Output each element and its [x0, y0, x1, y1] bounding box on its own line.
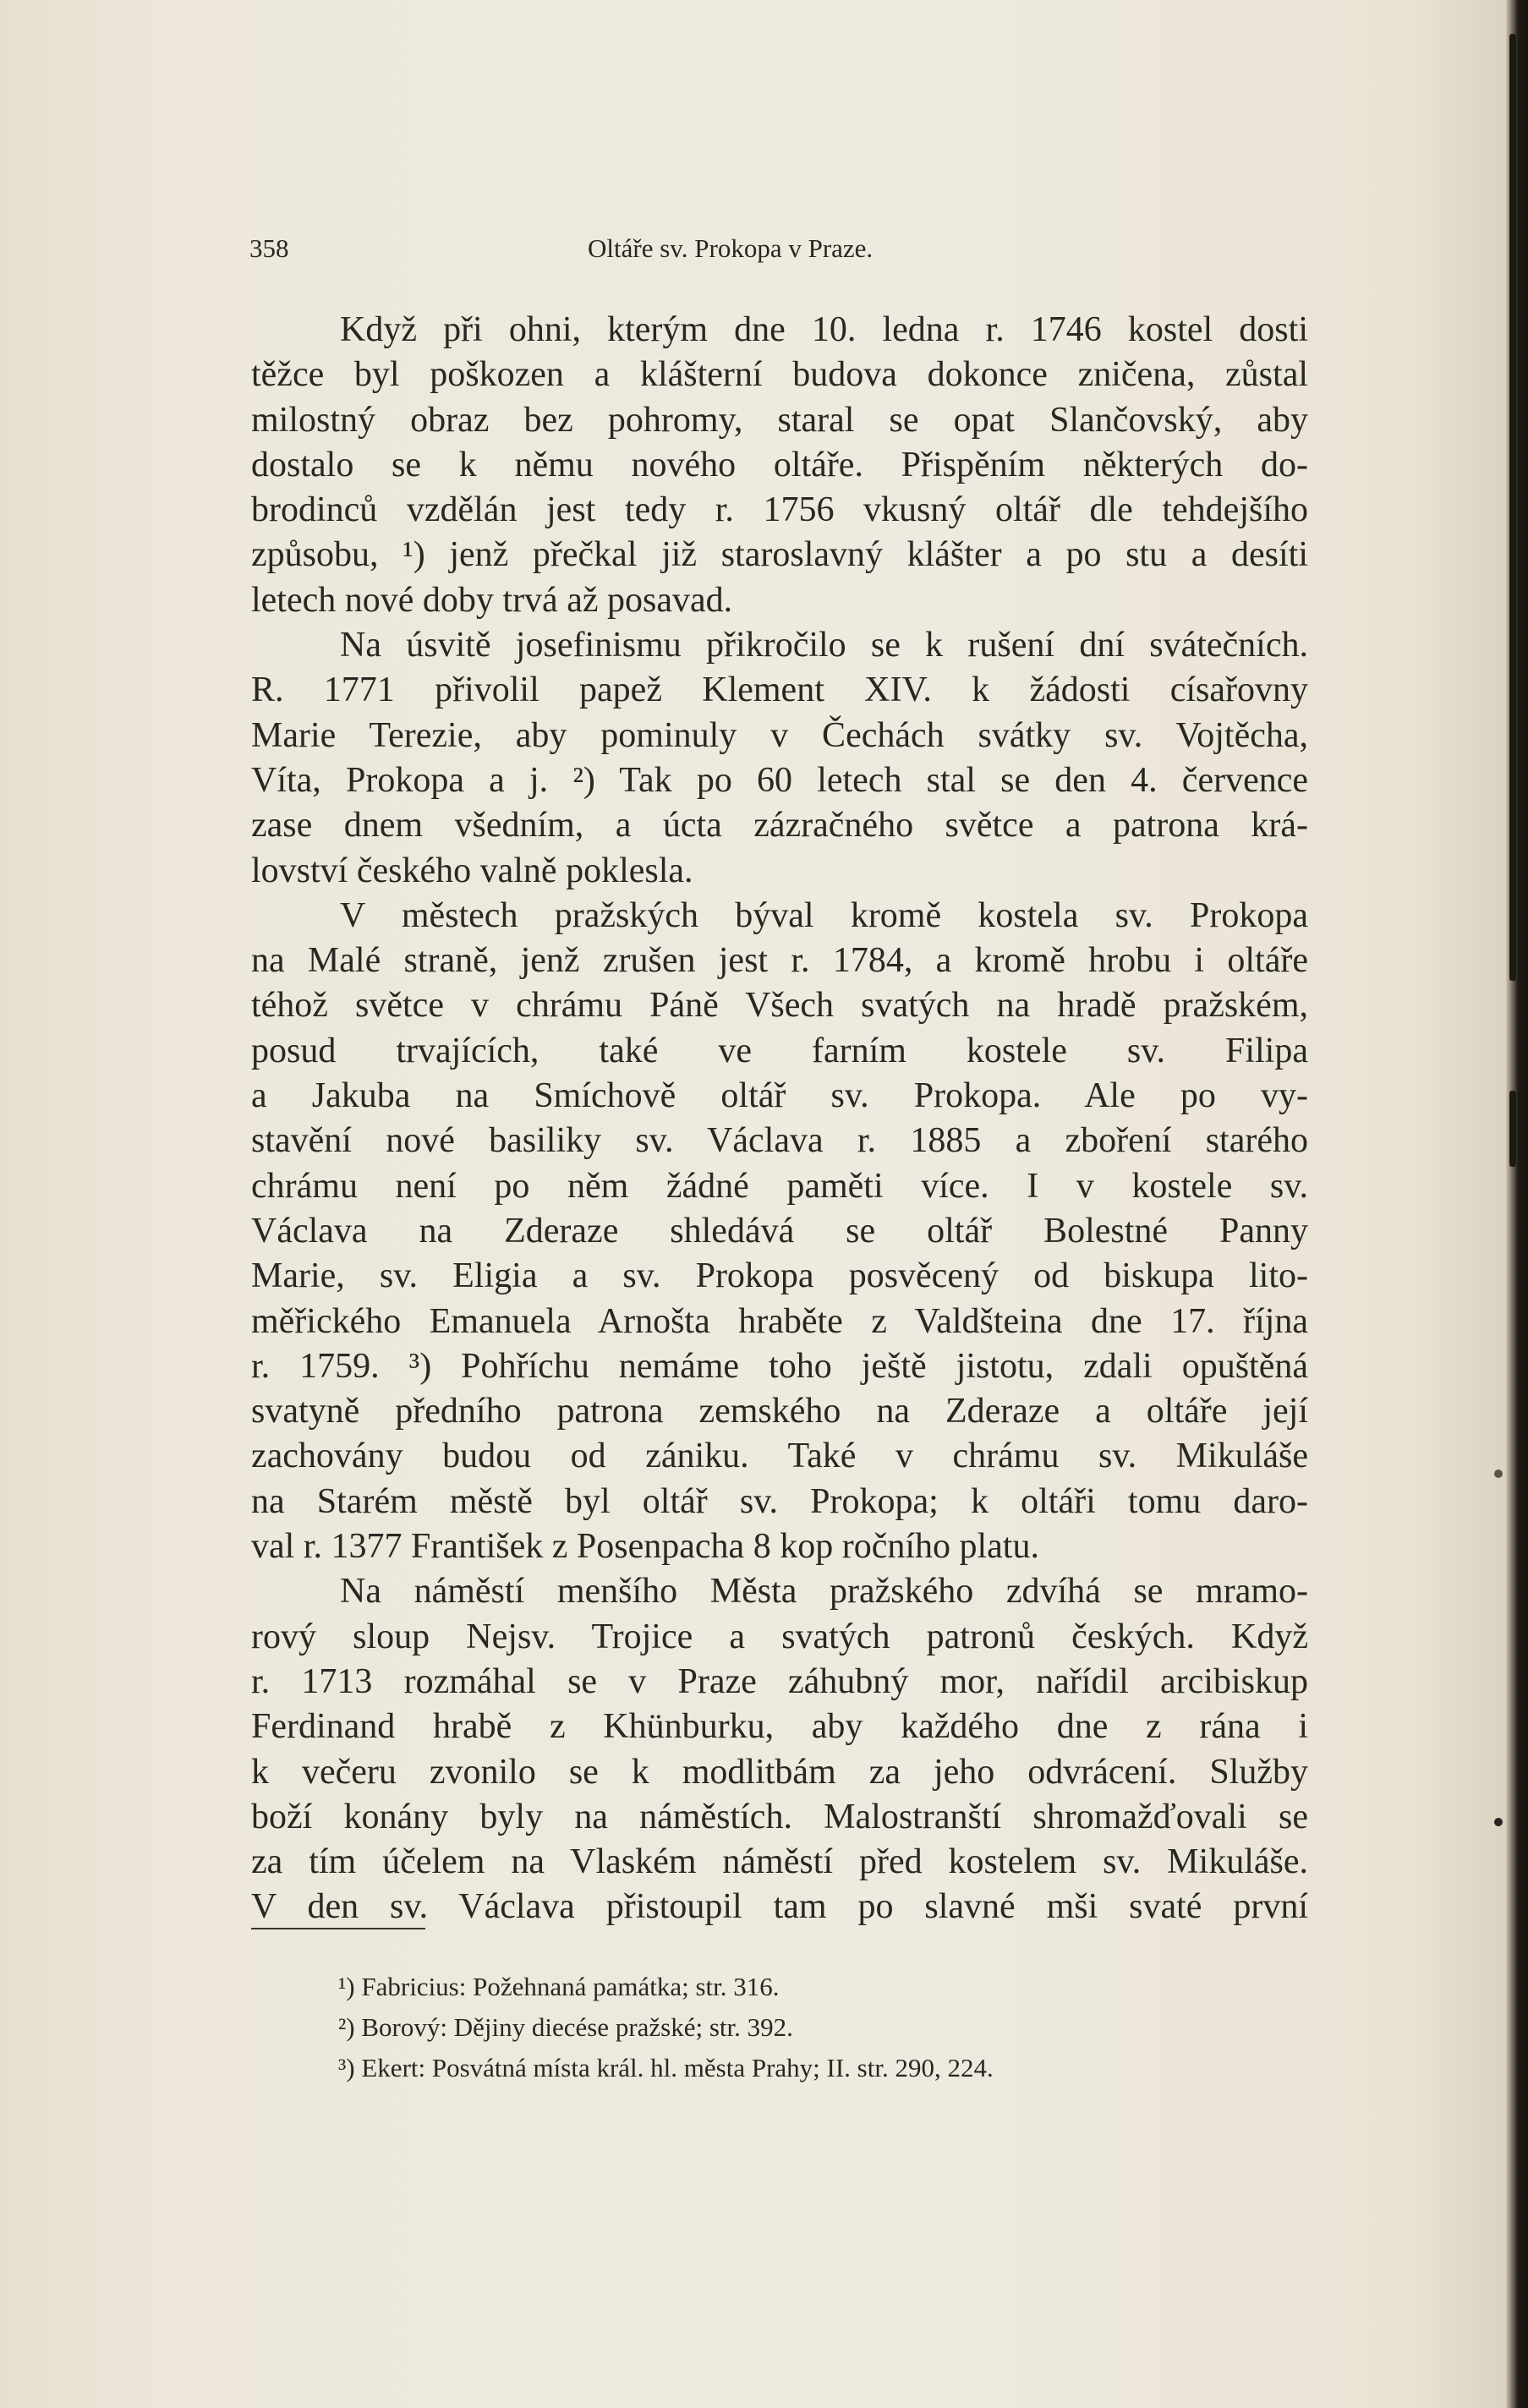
text-line: val r. 1377 František z Posenpacha 8 kop ročního platu.	[251, 1527, 1039, 1567]
text-line: svatyně předního patrona zemského na Zderaze a oltáře její	[251, 1392, 1308, 1431]
text-line: téhož světce v chrámu Páně Všech svatých na hradě pražském,	[251, 986, 1308, 1026]
text-line: Ferdinand hrabě z Khünburku, aby každého dne z rána i	[251, 1707, 1308, 1747]
text-line: chrámu není po něm žádné paměti více. I v kostele sv.	[251, 1166, 1308, 1206]
text-line: způsobu, ¹) jenž přečkal již staroslavný klášter a po stu a desíti	[251, 535, 1308, 575]
text-line: letech nové doby trvá až posavad.	[251, 580, 733, 620]
text-line: měřického Emanuela Arnošta hraběte z Valdšteina dne 17. října	[251, 1301, 1308, 1341]
text-line: stavění nové basiliky sv. Václava r. 1885 a zboření starého	[251, 1121, 1308, 1161]
text-line: k večeru zvonilo se k modlitbám za jeho odvrácení. Služby	[251, 1752, 1308, 1792]
text-line: posud trvajících, také ve farním kostele sv. Filipa	[251, 1031, 1308, 1070]
text-line: lovství českého valně poklesla.	[251, 851, 693, 890]
text-line: zachovány budou od zániku. Také v chrámu sv. Mikuláše	[251, 1437, 1308, 1476]
text-line: boží konány byly na náměstích. Malostranští shromažďovali se	[251, 1797, 1308, 1836]
text-line: V den sv. Václava přistoupil tam po slavné mši svaté první	[251, 1887, 1308, 1927]
scan-speck	[1494, 1818, 1503, 1826]
running-title: Oltáře sv. Prokopa v Praze.	[588, 233, 874, 263]
footnote: ²) Borový: Dějiny diecése pražské; str. 392.	[338, 2012, 793, 2042]
binding-mark	[1509, 1091, 1516, 1167]
text-line: brodinců vzdělán jest tedy r. 1756 vkusný oltář dle tehdejšího	[251, 490, 1308, 530]
text-line: r. 1713 rozmáhal se v Praze záhubný mor, nařídil arcibiskup	[251, 1661, 1308, 1701]
text-line: a Jakuba na Smíchově oltář sv. Prokopa. Ale po vy-	[251, 1076, 1308, 1116]
text-line: Václava na Zderaze shledává se oltář Bolestné Panny	[251, 1211, 1308, 1251]
footnote: ¹) Fabricius: Požehnaná památka; str. 316.	[338, 1972, 780, 2001]
footnote: ³) Ekert: Posvátná místa král. hl. města Prahy; II. str. 290, 224.	[338, 2053, 994, 2082]
text-line: Víta, Prokopa a j. ²) Tak po 60 letech stal se den 4. července	[251, 760, 1308, 800]
text-line: Marie, sv. Eligia a sv. Prokopa posvěcený od biskupa lito-	[251, 1256, 1308, 1296]
text-line: Když při ohni, kterým dne 10. ledna r. 1746 kostel dosti	[340, 310, 1308, 349]
body-text	[251, 308, 1308, 1930]
text-line: V městech pražských býval kromě kostela sv. Prokopa	[340, 895, 1308, 935]
text-line: na Starém městě byl oltář sv. Prokopa; k oltáři tomu daro-	[251, 1481, 1308, 1521]
page-number: 358	[249, 233, 289, 263]
text-line: Marie Terezie, aby pominuly v Čechách svátky sv. Vojtěcha,	[251, 715, 1308, 755]
text-line: r. 1759. ³) Pohříchu nemáme toho ještě jistotu, zdali opuštěná	[251, 1346, 1308, 1386]
text-line: rový sloup Nejsv. Trojice a svatých patronů českých. Když	[251, 1617, 1308, 1656]
running-header	[249, 233, 1306, 276]
text-line: těžce byl poškozen a klášterní budova dokonce zničena, zůstal	[251, 355, 1308, 395]
text-line: milostný obraz bez pohromy, staral se opat Slančovský, aby	[251, 400, 1308, 440]
scan-speck	[1494, 1469, 1503, 1478]
footnotes	[338, 1967, 1302, 2088]
text-line: zase dnem všedním, a úcta zázračného světce a patrona krá-	[251, 806, 1308, 846]
text-line: Na úsvitě josefinismu přikročilo se k rušení dní svátečních.	[340, 626, 1308, 665]
page-edge-shadow	[1506, 0, 1528, 2408]
footnote-rule	[251, 1928, 425, 1929]
text-line: dostalo se k němu nového oltáře. Přispěním některých do-	[251, 445, 1308, 484]
text-line: na Malé straně, jenž zrušen jest r. 1784, a kromě hrobu i oltáře	[251, 941, 1308, 981]
text-line: Na náměstí menšího Města pražského zdvíhá se mramo-	[340, 1572, 1308, 1612]
text-line: za tím účelem na Vlaském náměstí před kostelem sv. Mikuláše.	[251, 1842, 1308, 1882]
text-line: R. 1771 přivolil papež Klement XIV. k žádosti císařovny	[251, 670, 1308, 710]
binding-mark	[1509, 34, 1516, 981]
